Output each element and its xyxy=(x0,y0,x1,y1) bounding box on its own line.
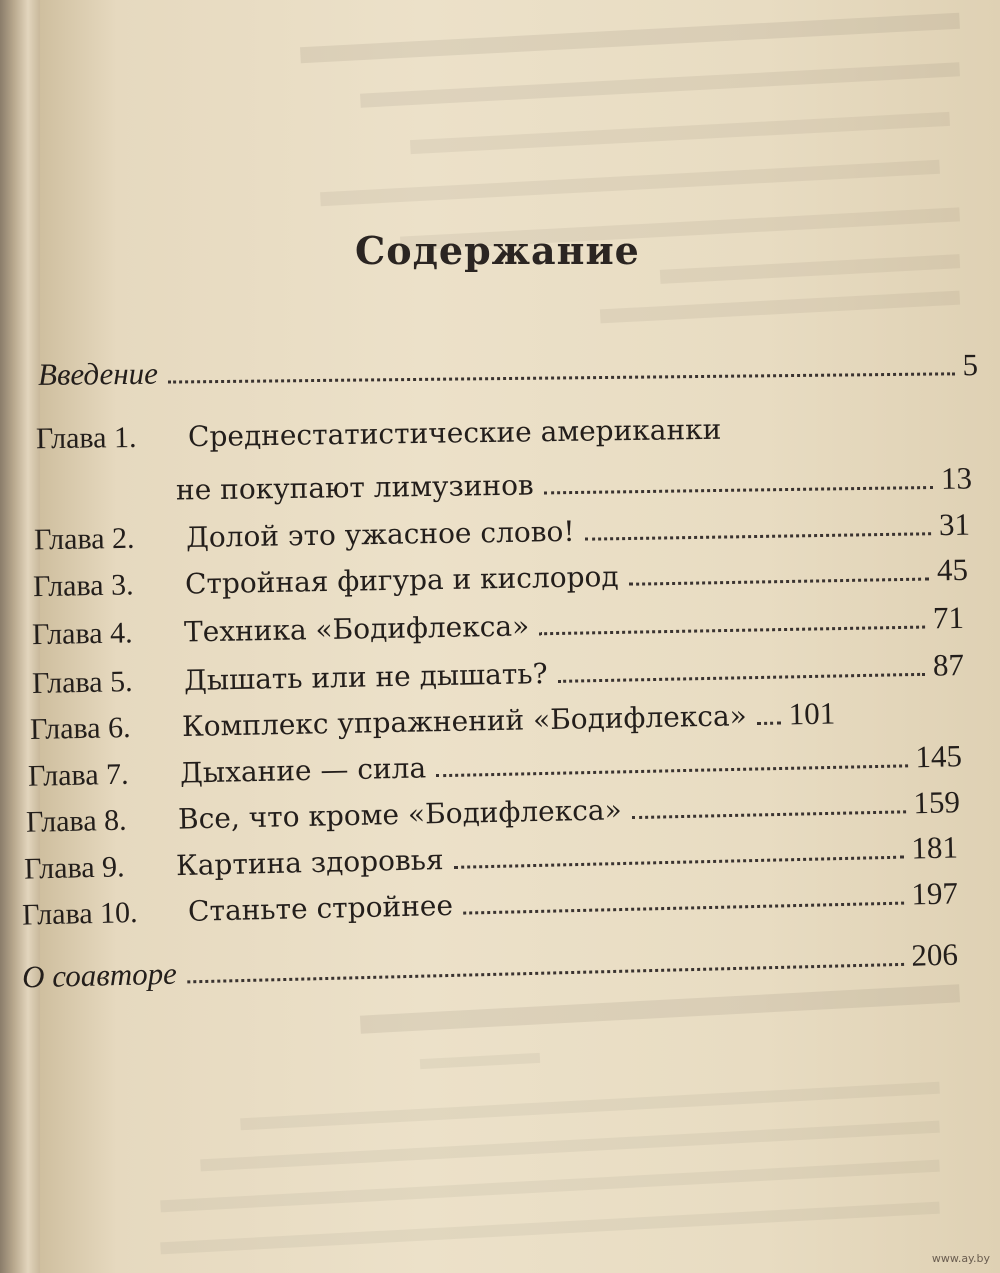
chapter-number: Глава 2. xyxy=(33,521,135,557)
chapter-title: Дышать или не дышать? xyxy=(183,657,548,698)
leader-dots xyxy=(436,764,907,777)
chapter-title-line1: Среднестатистические американки xyxy=(187,412,722,454)
chapter-number: Глава 5. xyxy=(31,665,133,700)
toc-page-number: 101 xyxy=(788,695,836,732)
leader-dots xyxy=(629,578,929,586)
toc-page-number: 45 xyxy=(936,551,969,588)
chapter-number: Глава 10. xyxy=(21,896,138,932)
site-watermark: www.ay.by xyxy=(931,1252,990,1265)
chapter-title: Стройная фигура и кислород xyxy=(184,559,619,601)
toc-page-number: 87 xyxy=(932,647,965,683)
chapter-number: Глава 1. xyxy=(35,420,137,456)
chapter-title: Все, что кроме «Бодифлекса» xyxy=(177,793,622,836)
chapter-title: Долой это ужасное слово! xyxy=(185,514,575,554)
chapter-number: Глава 8. xyxy=(25,803,127,839)
toc-page-number: 31 xyxy=(938,506,971,543)
leader-dots xyxy=(585,532,931,540)
chapter-title: Дыхание — сила xyxy=(179,751,427,790)
chapter-title: Картина здоровья xyxy=(175,843,444,883)
leader-dots xyxy=(539,626,925,636)
leader-dots xyxy=(454,856,904,869)
toc-page-number: 206 xyxy=(910,936,959,973)
toc-page-number: 181 xyxy=(910,829,959,866)
chapter-number: Глава 6. xyxy=(29,711,131,746)
chapter-number: Глава 7. xyxy=(27,757,129,793)
chapter-number: Глава 3. xyxy=(32,568,134,604)
toc-page-number: 5 xyxy=(962,347,979,383)
toc-entry-label: Введение xyxy=(37,355,159,392)
toc-page-number: 197 xyxy=(910,875,959,912)
toc-page-number: 71 xyxy=(932,599,965,636)
leader-dots xyxy=(632,810,906,819)
leader-dots xyxy=(757,722,781,725)
toc-page-number: 159 xyxy=(913,784,961,821)
toc-page-number: 13 xyxy=(940,460,973,496)
leader-dots xyxy=(544,486,933,494)
toc-entry-label: О соавторе xyxy=(21,955,178,995)
chapter-title: Комплекс упражнений «Бодифлекса» xyxy=(181,699,748,744)
chapter-title: Техника «Бодифлекса» xyxy=(183,609,530,649)
toc-page-number: 145 xyxy=(915,738,963,775)
chapter-number: Глава 4. xyxy=(31,616,133,652)
toc-title: Содержание xyxy=(355,228,640,273)
chapter-title: Станьте стройнее xyxy=(187,888,454,928)
chapter-number: Глава 9. xyxy=(23,850,125,886)
leader-dots xyxy=(168,372,955,383)
leader-dots xyxy=(463,902,904,915)
leader-dots xyxy=(558,673,925,683)
chapter-title: не покупают лимузинов xyxy=(175,468,534,507)
